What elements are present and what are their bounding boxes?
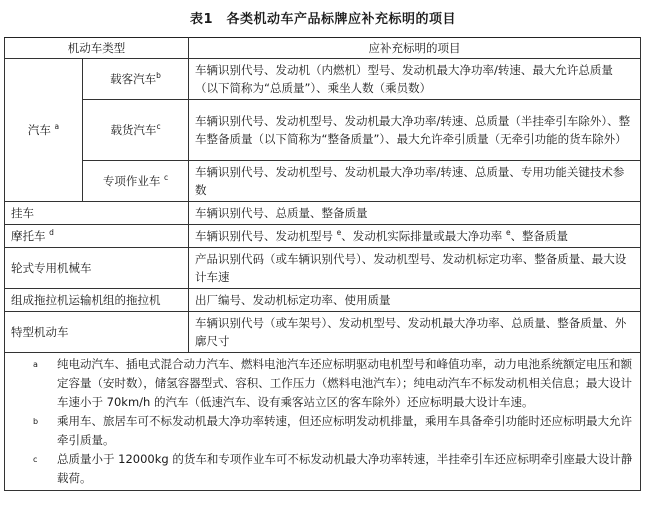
notes-row bbox=[5, 353, 641, 491]
items-cell bbox=[189, 225, 641, 248]
footnote-mark: e bbox=[336, 228, 342, 238]
category-wheeled-machinery: 轮式专用机械车 bbox=[5, 248, 189, 289]
items-text: 、发动机实际排量或最大净功率 bbox=[341, 229, 503, 243]
category-motorcycle bbox=[5, 225, 189, 248]
notes-cell bbox=[5, 353, 641, 491]
subcategory-label: 载客汽车 bbox=[110, 72, 157, 86]
category-special-vehicle: 特型机动车 bbox=[5, 312, 189, 353]
footnote-mark: c bbox=[164, 173, 169, 183]
vehicle-items-table bbox=[4, 37, 641, 491]
table-row bbox=[5, 225, 641, 248]
footnote-text: 乘用车、旅居车可不标发动机最大净功率转速，但还应标明发动机排量，乘用车具备牵引功能时还应标明最大允许牵引质量。 bbox=[57, 414, 632, 447]
header-vehicle-type: 机动车类型 bbox=[5, 38, 189, 59]
table-row bbox=[5, 312, 641, 353]
items-cell: 车辆识别代号、总质量、整备质量 bbox=[189, 202, 641, 225]
subcategory-passenger bbox=[83, 59, 189, 100]
items-text: 车辆识别代号、发动机型号 bbox=[195, 229, 333, 243]
footnote-mark: c bbox=[33, 455, 38, 464]
items-cell: 车辆识别代号、发动机型号、发动机最大净功率/转速、总质量（半挂牵引车除外）、整车整备质量（以下简称为“整备质量”）、最大允许牵引质量（无牵引功能的货车除外） bbox=[189, 100, 641, 161]
category-tractor: 组成拖拉机运输机组的拖拉机 bbox=[5, 289, 189, 312]
items-cell: 产品识别代码（或车辆识别代号）、发动机型号、发动机标定功率、整备质量、最大设计车速 bbox=[189, 248, 641, 289]
table-row bbox=[5, 248, 641, 289]
table-header-row bbox=[5, 38, 641, 59]
items-cell: 车辆识别代号、发动机（内燃机）型号、发动机最大净功率/转速、最大允许总质量（以下简称为“总质量”）、乘坐人数（乘员数） bbox=[189, 59, 641, 100]
footnote-mark: a bbox=[33, 360, 38, 369]
footnote-text: 总质量小于 12000kg 的货车和专项作业车可不标发动机最大净功率转速，半挂牵引车还应标明牵引座最大设计静载荷。 bbox=[57, 452, 633, 485]
table-row bbox=[5, 202, 641, 225]
subcategory-label: 载货汽车 bbox=[110, 123, 157, 137]
footnote-mark: b bbox=[156, 71, 161, 81]
category-label: 汽车 bbox=[27, 123, 51, 137]
footnote-mark: e bbox=[505, 228, 511, 238]
footnote bbox=[11, 412, 634, 450]
subcategory-label: 专项作业车 bbox=[102, 174, 161, 188]
subcategory-special bbox=[83, 161, 189, 202]
footnote-mark: b bbox=[33, 417, 39, 426]
category-car bbox=[5, 59, 83, 202]
table-row bbox=[5, 161, 641, 202]
items-cell: 车辆识别代号（或车架号）、发动机型号、发动机最大净功率、总质量、整备质量、外廓尺寸 bbox=[189, 312, 641, 353]
footnote bbox=[11, 450, 634, 488]
header-items: 应补充标明的项目 bbox=[189, 38, 641, 59]
category-label: 摩托车 bbox=[11, 229, 46, 243]
category-trailer: 挂车 bbox=[5, 202, 189, 225]
table-row bbox=[5, 59, 641, 100]
table-row bbox=[5, 289, 641, 312]
footnote-text: 纯电动汽车、插电式混合动力汽车、燃料电池汽车还应标明驱动电机型号和峰值功率，动力电池系统额定电压和额定容量（安时数），储氢容器型式、容积、工作压力（燃料电池汽车）；纯电动汽车不标发动机相关信息；最大设计车速小于 70km/h 的汽车（低速汽车、设有乘客站立区的客车除外）还应标明最大设计车速。 bbox=[57, 357, 632, 409]
items-text: 、整备质量 bbox=[510, 229, 569, 243]
footnote-mark: c bbox=[156, 122, 161, 132]
table-title: 表1 各类机动车产品标牌应补充标明的项目 bbox=[189, 12, 457, 27]
items-cell: 车辆识别代号、发动机型号、发动机最大净功率/转速、总质量、专用功能关键技术参数 bbox=[189, 161, 641, 202]
footnote-mark: d bbox=[49, 228, 54, 238]
subcategory-truck bbox=[83, 100, 189, 161]
table-row bbox=[5, 100, 641, 161]
footnote bbox=[11, 355, 634, 412]
items-cell: 出厂编号、发动机标定功率、使用质量 bbox=[189, 289, 641, 312]
footnote-mark: a bbox=[54, 122, 60, 132]
